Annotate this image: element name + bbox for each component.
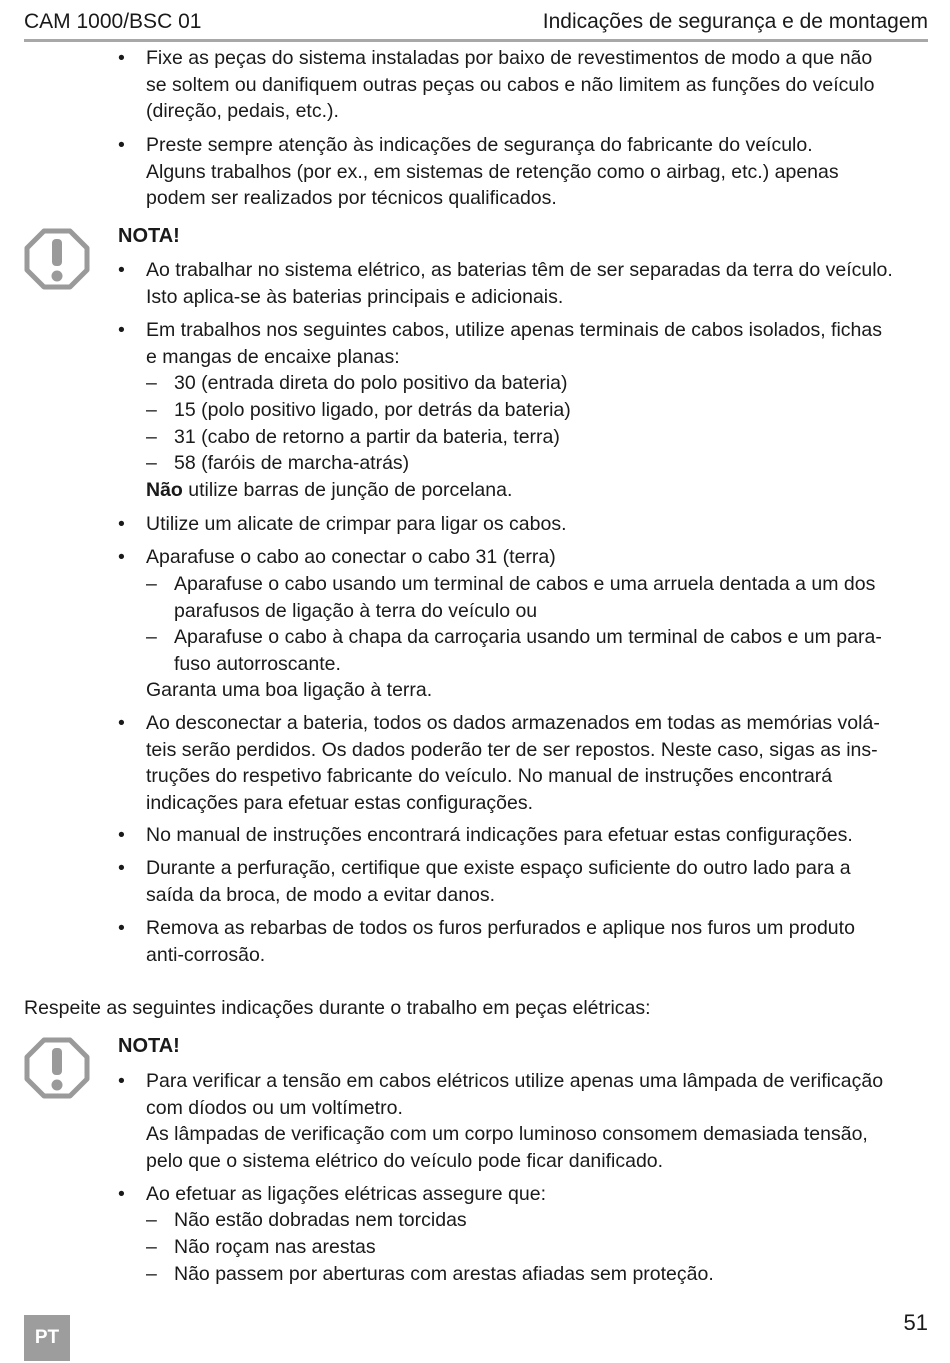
- dash-marker: –: [146, 372, 157, 394]
- bullet-marker: •: [118, 513, 125, 535]
- bullet-marker: •: [118, 857, 125, 879]
- list-item: Durante a perfuração, certifique que existe espaço suficiente do outro lado para a saída da broca, de modo a evitar danos.: [146, 857, 851, 906]
- list-item: Ao desconectar a bateria, todos os dados armazenados em todas as memórias volá- teis serão perdidos. Os dados poderão ter de ser repostos. Neste caso, sigas as ins- truções do respetivo fabricante do veículo. No manual de instruções encontrará indicações para efetuar estas configurações.: [146, 712, 880, 815]
- bullet-marker: •: [118, 134, 125, 156]
- list-item-note: Garanta uma boa ligação à terra.: [146, 679, 433, 701]
- dash-marker: –: [146, 452, 157, 474]
- sub-list-item: Não estão dobradas nem torcidas: [174, 1209, 467, 1231]
- bullet-marker: •: [118, 1183, 125, 1205]
- sub-list-item: Não passem por aberturas com arestas afiadas sem proteção.: [174, 1263, 714, 1285]
- language-badge: PT: [24, 1315, 70, 1361]
- page-number: 51: [903, 1310, 928, 1335]
- dash-marker: –: [146, 1209, 157, 1231]
- list-item: Ao trabalhar no sistema elétrico, as baterias têm de ser separadas da terra do veículo. Isto aplica-se às baterias principais e adicionais.: [146, 259, 893, 308]
- dash-marker: –: [146, 626, 157, 648]
- list-item: Aparafuse o cabo ao conectar o cabo 31 (terra): [146, 546, 556, 568]
- sub-list-item: 15 (polo positivo ligado, por detrás da bateria): [174, 399, 571, 421]
- header-section-title: Indicações de segurança e de montagem: [542, 10, 928, 33]
- sub-list-item: 31 (cabo de retorno a partir da bateria, terra): [174, 426, 560, 448]
- sub-list-item: 58 (faróis de marcha-atrás): [174, 452, 410, 474]
- list-item: Para verificar a tensão em cabos elétricos utilize apenas uma lâmpada de verificação com díodos ou um voltímetro. As lâmpadas de verificação com um corpo luminoso consomem demasiada tensão, pelo que o sistema elétrico do veículo pode ficar danificado.: [146, 1070, 884, 1173]
- exclamation-octagon-icon: [24, 228, 90, 290]
- list-item: No manual de instruções encontrará indicações para efetuar estas configurações.: [146, 824, 853, 846]
- dash-marker: –: [146, 426, 157, 448]
- page-header: [24, 8, 928, 42]
- dash-marker: –: [146, 399, 157, 421]
- intro-paragraph: Respeite as seguintes indicações durante o trabalho em peças elétricas:: [24, 997, 651, 1019]
- sub-list-item: Não roçam nas arestas: [174, 1236, 376, 1258]
- sub-list-item: Aparafuse o cabo usando um terminal de cabos e uma arruela dentada a um dos parafusos de ligação à terra do veículo ou: [174, 573, 876, 622]
- bullet-marker: •: [118, 319, 125, 341]
- list-item: Remova as rebarbas de todos os furos perfurados e aplique nos furos um produto anti-corrosão.: [146, 917, 855, 966]
- list-item: Ao efetuar as ligações elétricas assegure que:: [146, 1183, 546, 1205]
- bullet-marker: •: [118, 917, 125, 939]
- sub-list-item: 30 (entrada direta do polo positivo da bateria): [174, 372, 568, 394]
- exclamation-octagon-icon: [24, 1037, 90, 1099]
- bullet-marker: •: [118, 546, 125, 568]
- note-title: NOTA!: [118, 1035, 180, 1057]
- dash-marker: –: [146, 1263, 157, 1285]
- dash-marker: –: [146, 573, 157, 595]
- list-item-note: Não utilize barras de junção de porcelana.: [146, 479, 513, 501]
- header-product: CAM 1000/BSC 01: [24, 10, 202, 33]
- note-title: NOTA!: [118, 225, 180, 247]
- bullet-marker: •: [118, 1070, 125, 1092]
- list-item: Em trabalhos nos seguintes cabos, utilize apenas terminais de cabos isolados, fichas e mangas de encaixe planas:: [146, 319, 882, 368]
- bullet-marker: •: [118, 47, 125, 69]
- dash-marker: –: [146, 1236, 157, 1258]
- list-item: Utilize um alicate de crimpar para ligar os cabos.: [146, 513, 567, 535]
- bullet-marker: •: [118, 824, 125, 846]
- bullet-marker: •: [118, 712, 125, 734]
- bullet-marker: •: [118, 259, 125, 281]
- list-item: Preste sempre atenção às indicações de segurança do fabricante do veículo. Alguns trabalhos (por ex., em sistemas de retenção como o airbag, etc.) apenas podem ser realizados por técnicos qualificados.: [146, 134, 839, 210]
- list-item: Fixe as peças do sistema instaladas por baixo de revestimentos de modo a que não se soltem ou danifiquem outras peças ou cabos e não limitem as funções do veículo (direção, pedais, etc.).: [146, 47, 875, 123]
- sub-list-item: Aparafuse o cabo à chapa da carroçaria usando um terminal de cabos e um para- fuso autorroscante.: [174, 626, 882, 675]
